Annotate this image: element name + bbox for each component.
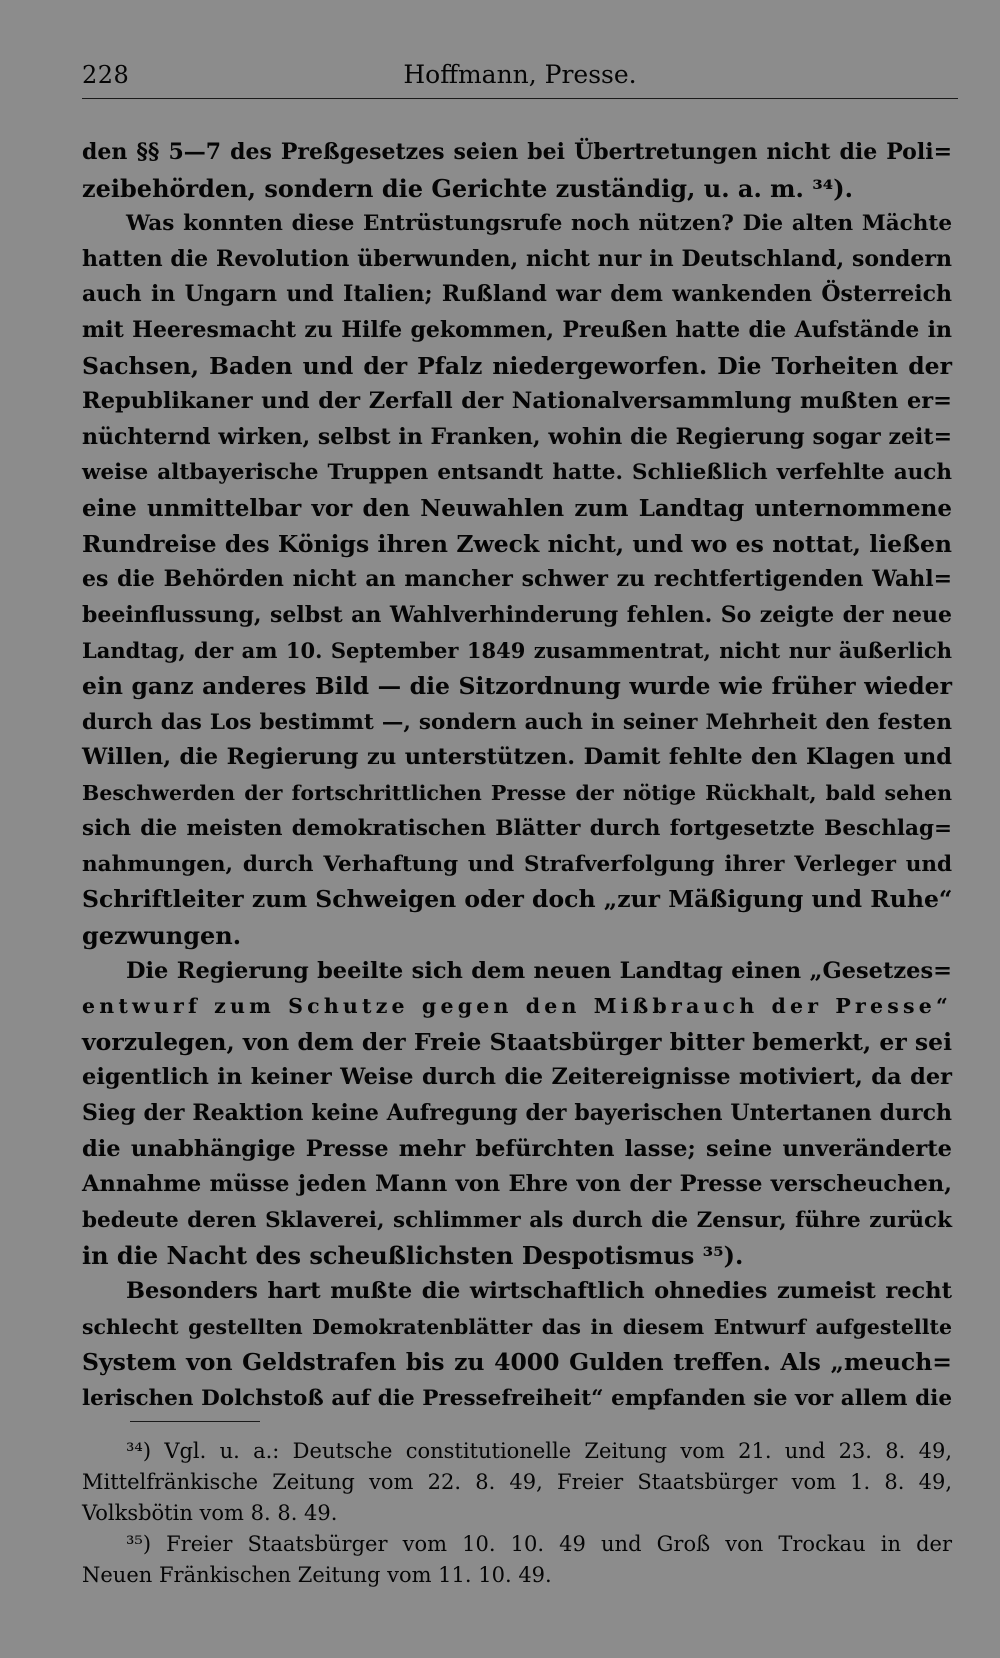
text-line: die unabhängige Presse mehr befürchten lasse; seine unveränderte xyxy=(82,1135,952,1162)
text-line: Annahme müsse jeden Mann von Ehre von der Presse verscheuchen, xyxy=(82,1171,952,1198)
text-line: eigentlich in keiner Weise durch die Zeitereignisse motiviert, da der xyxy=(82,1064,952,1091)
footnote-rule xyxy=(130,1421,260,1422)
text-line: Landtag, der am 10. September 1849 zusammentrat, nicht nur äußerlich xyxy=(82,638,952,664)
text-line: Besonders hart mußte die wirtschaftlich ohnedies zumeist recht xyxy=(126,1278,952,1304)
page-header xyxy=(82,58,958,92)
text-line: gezwungen. xyxy=(82,921,242,951)
text-line: weise altbayerische Truppen entsandt hatte. Schließlich verfehlte auch xyxy=(82,460,952,486)
text-line: ein ganz anderes Bild — die Sitzordnung wurde wie früher wieder xyxy=(82,671,952,700)
footnote-line: Mittelfränkische Zeitung vom 22. 8. 49, Freier Staatsbürger vom 1. 8. 49, xyxy=(82,1470,952,1494)
text-line: Willen, die Regierung zu unterstützen. Damit fehlte den Klagen und xyxy=(82,744,952,771)
header-rule xyxy=(82,98,958,99)
text-line: bedeute deren Sklaverei, schlimmer als durch die Zensur, führe zurück xyxy=(82,1207,952,1233)
text-line: mit Heeresmacht zu Hilfe gekommen, Preußen hatte die Aufstände in xyxy=(82,316,952,343)
text-line: durch das Los bestimmt —, sondern auch in seiner Mehrheit den festen xyxy=(82,709,952,735)
page-number: 228 xyxy=(82,61,130,89)
text-line: in die Nacht des scheußlichsten Despotismus ³⁵). xyxy=(82,1241,744,1271)
text-line: eine unmittelbar vor den Neuwahlen zum Landtag unternommene xyxy=(82,494,952,522)
text-line: Republikaner und der Zerfall der Nationalversammlung mußten er= xyxy=(82,388,952,415)
text-line: nüchternd wirken, selbst in Franken, wohin die Regierung sogar zeit= xyxy=(82,423,952,450)
footnote-line: ³⁵) Freier Staatsbürger vom 10. 10. 49 und Groß von Trockau in der xyxy=(126,1532,952,1556)
text-line: lerischen Dolchstoß auf die Pressefreiheit“ empfanden sie vor allem die xyxy=(82,1385,952,1411)
text-line: schlecht gestellten Demokratenblätter das in diesem Entwurf aufgestellte xyxy=(82,1314,952,1339)
text-line: Sachsen, Baden und der Pfalz niedergeworfen. Die Torheiten der xyxy=(82,351,952,380)
footnotes xyxy=(82,1436,952,1591)
text-line: vorzulegen, von dem der Freie Staatsbürger bitter bemerkt, er sei xyxy=(82,1027,952,1056)
text-line: zeibehörden, sondern die Gerichte zuständig, u. a. m. ³⁴). xyxy=(82,173,853,203)
footnote-line: Neuen Fränkischen Zeitung vom 11. 10. 49. xyxy=(82,1563,552,1587)
text-line: Schriftleiter zum Schweigen oder doch „zur Mäßigung und Ruhe“ xyxy=(82,885,953,914)
text-line: hatten die Revolution überwunden, nicht nur in Deutschland, sondern xyxy=(82,245,952,272)
text-line: auch in Ungarn und Italien; Rußland war dem wankenden Österreich xyxy=(82,281,952,308)
text-line: Die Regierung beeilte sich dem neuen Landtag einen „Gesetzes= xyxy=(126,957,952,984)
running-title: Hoffmann, Presse. xyxy=(403,60,637,89)
main-text xyxy=(82,135,952,1416)
text-line: Was konnten diese Entrüstungsrufe noch nützen? Die alten Mächte xyxy=(126,211,952,237)
text-line: den §§ 5—7 des Preßgesetzes seien bei Übertretungen nicht die Poli= xyxy=(82,139,952,165)
text-line: System von Geldstrafen bis zu 4000 Gulden treffen. Als „meuch= xyxy=(82,1348,952,1377)
footnote-line: ³⁴) Vgl. u. a.: Deutsche constitutionelle Zeitung vom 21. und 23. 8. 49, xyxy=(126,1439,952,1463)
text-line: es die Behörden nicht an mancher schwer zu rechtfertigenden Wahl= xyxy=(82,566,952,593)
text-line: beeinflussung, selbst an Wahlverhinderung fehlen. So zeigte der neue xyxy=(82,601,952,628)
text-line: sich die meisten demokratischen Blätter durch fortgesetzte Beschlag= xyxy=(82,816,952,842)
text-line: nahmungen, durch Verhaftung und Strafverfolgung ihrer Verleger und xyxy=(82,851,952,877)
text-line-spaced: entwurf zum Schutze gegen den Mißbrauch der Presse“ xyxy=(82,994,952,1019)
text-line: Sieg der Reaktion keine Aufregung der bayerischen Untertanen durch xyxy=(82,1100,952,1127)
text-line: Rundreise des Königs ihren Zweck nicht, und wo es nottat, ließen xyxy=(82,529,952,558)
text-line: Beschwerden der fortschrittlichen Presse der nötige Rückhalt, bald sehen xyxy=(82,780,952,805)
footnote-line: Volksbötin vom 8. 8. 49. xyxy=(82,1501,338,1525)
